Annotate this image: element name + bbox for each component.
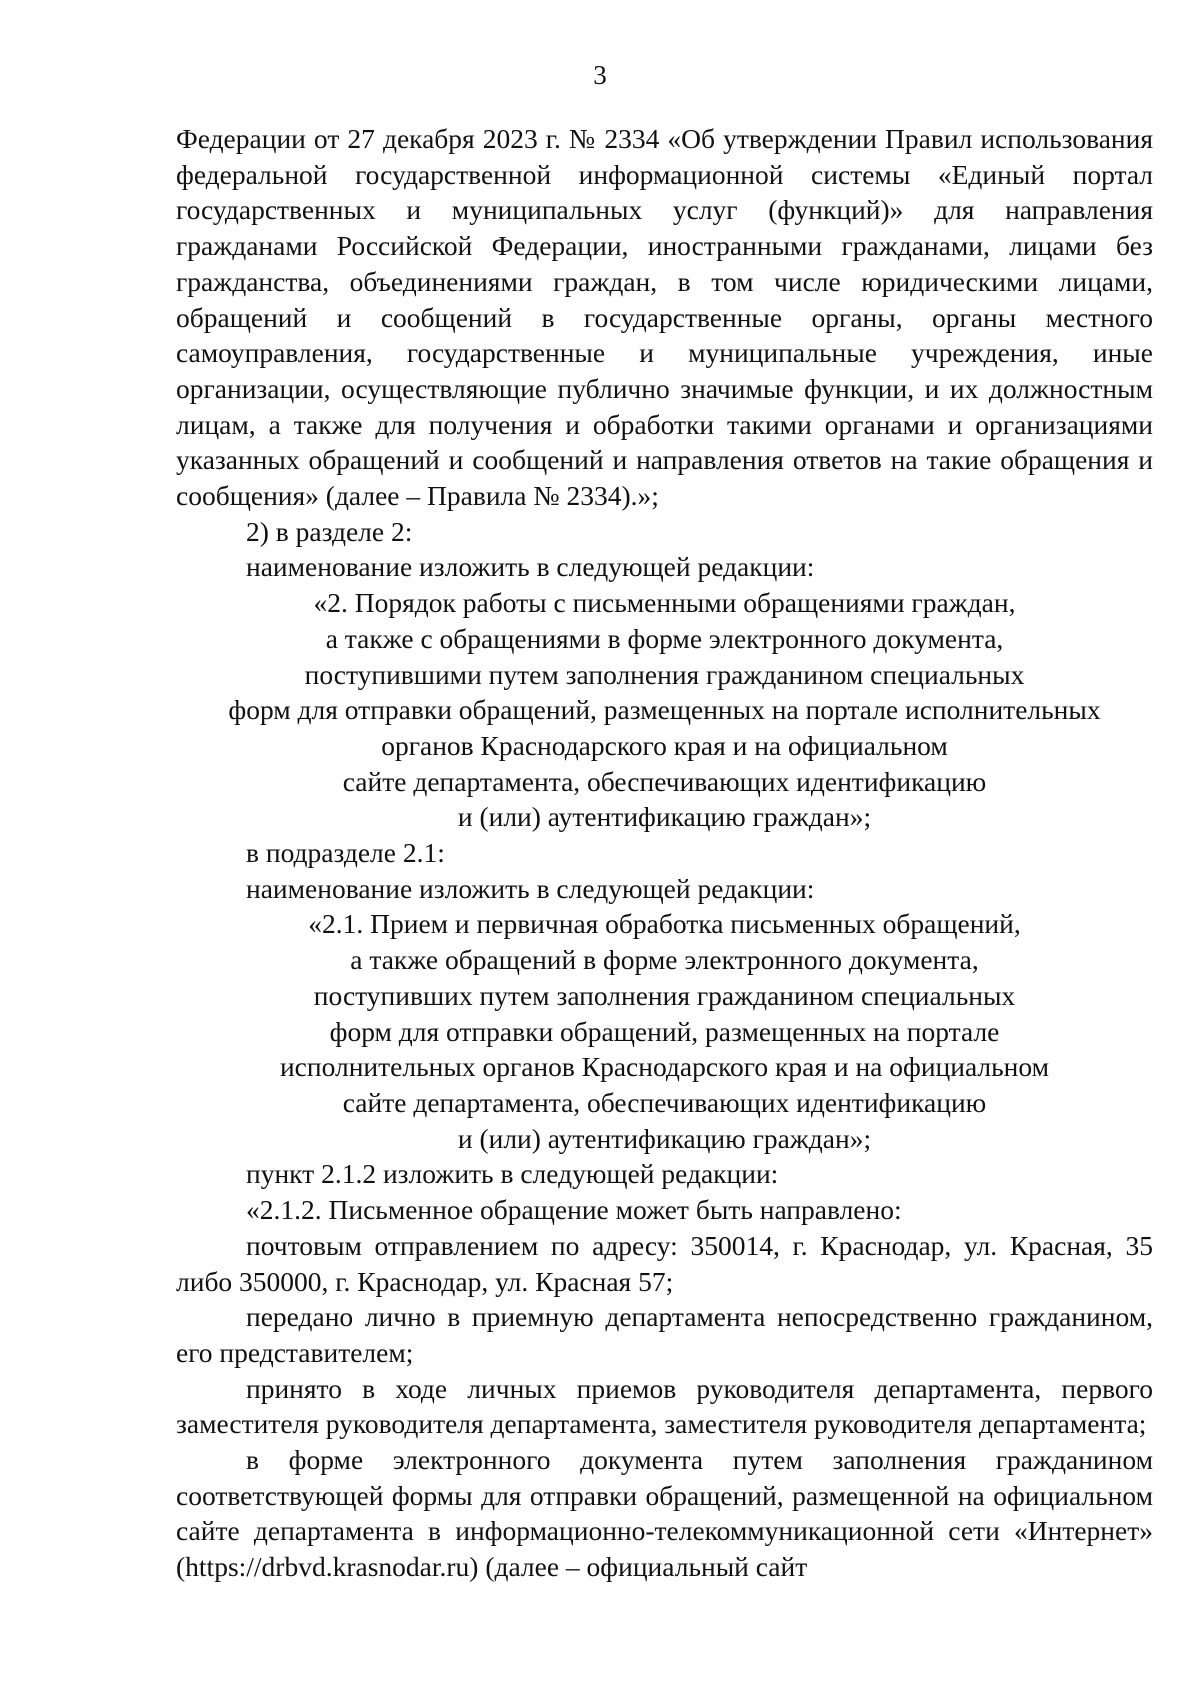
section2-heading-line: сайте департамента, обеспечивающих идентификацию — [342, 765, 987, 797]
intro-paragraph: Федерации от 27 декабря 2023 г. № 2334 «Об утверждении Правил использования федеральной государственной информационной системы «Единый портал государственных и муниципальных услуг (функций)» для направления гражданами Российской Федерации, иностранными гражданами, лицами без гражданства, объединениями граждан, в том числе юридическими лицами, обращений и сообщений в государственные органы, органы местного самоуправления, государственные и муниципальные учреждения, иные организации, осуществляющие публично значимые функции, и их должностным лицам, а также для получения и обработки такими органами и организациями указанных обращений и сообщений и направления ответов на такие обращения и сообщения» (далее – Правила № 2334).»; — [176, 123, 1153, 512]
subsection21-instruction: наименование изложить в следующей редакции: — [246, 872, 815, 904]
subsection21-heading-line: форм для отправки обращений, размещенных на портале — [329, 1015, 1000, 1047]
subsection21-heading-line: исполнительных органов Краснодарского края и на официальном — [279, 1051, 1050, 1083]
section2-heading-line: органов Краснодарского края и на официальном — [381, 729, 948, 761]
section2-heading-line: поступившими путем заполнения гражданином специальных — [304, 658, 1025, 690]
document-body — [176, 121, 1153, 1585]
section2-heading-line: и (или) аутентификацию граждан»; — [457, 801, 872, 833]
section2-heading-line: форм для отправки обращений, размещенных на портале исполнительных — [228, 694, 1101, 726]
section2-heading-line: «2. Порядок работы с письменными обращениями граждан, — [313, 587, 1016, 619]
subsection21-intro: в подразделе 2.1: — [246, 837, 445, 869]
subsection21-heading-line: сайте департамента, обеспечивающих идентификацию — [342, 1086, 987, 1118]
section2-instruction: наименование изложить в следующей редакции: — [246, 551, 815, 583]
item-2: 2) в разделе 2: — [246, 515, 413, 547]
point212-quote-start: «2.1.2. Письменное обращение может быть направлено: — [246, 1194, 902, 1226]
point212-instruction: пункт 2.1.2 изложить в следующей редакции: — [246, 1158, 779, 1190]
point212-paragraph: принято в ходе личных приемов руководителя департамента, первого заместителя руководителя департамента, заместителя руководителя департамента; — [176, 1372, 1153, 1440]
section2-heading-line: а также с обращениями в форме электронного документа, — [325, 622, 1004, 654]
subsection21-heading-line: и (или) аутентификацию граждан»; — [457, 1122, 872, 1154]
section2-heading — [176, 585, 1153, 835]
page-number: 3 — [593, 60, 607, 90]
point212-paragraph: в форме электронного документа путем заполнения гражданином соответствующей формы для отправки обращений, размещенной на официальном сайте департамента в информационно-телекоммуникационной сети «Интернет» (https://drbvd.krasnodar.ru) (далее – официальный сайт — [176, 1444, 1153, 1583]
subsection21-heading-line: поступивших путем заполнения гражданином специальных — [313, 979, 1016, 1011]
subsection21-heading-line: а также обращений в форме электронного документа, — [350, 944, 979, 976]
point212-paragraph: передано лично в приемную департамента непосредственно гражданином, его представителем; — [176, 1301, 1153, 1368]
subsection21-heading — [176, 906, 1153, 1156]
subsection21-heading-line: «2.1. Прием и первичная обработка письменных обращений, — [308, 908, 1021, 940]
point212-paragraph: почтовым отправлением по адресу: 350014, г. Краснодар, ул. Красная, 35 либо 350000, г. Краснодар, ул. Красная 57; — [176, 1229, 1153, 1297]
